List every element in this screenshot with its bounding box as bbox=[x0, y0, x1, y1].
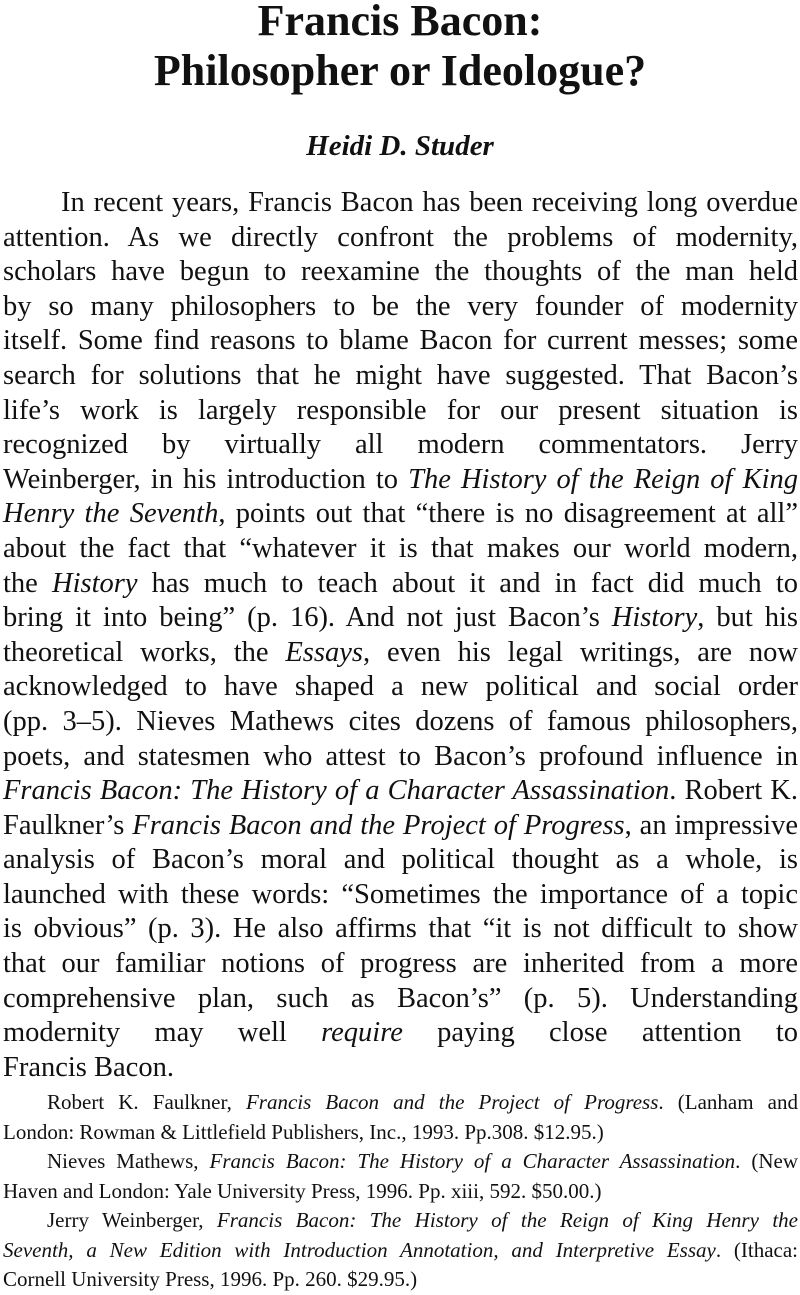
reference-line bbox=[3, 1265, 798, 1295]
text-segment: Robert K. Faulkner, bbox=[47, 1090, 246, 1114]
text-segment: launched with these words: “Sometimes the importance of a topic bbox=[3, 878, 798, 910]
book-references bbox=[3, 1088, 798, 1295]
text-segment: scholars have begun to reexamine the thoughts of the man held bbox=[3, 256, 798, 288]
body-text-line bbox=[3, 186, 798, 221]
body-text-line bbox=[3, 428, 798, 463]
author-name: Heidi D. Studer bbox=[306, 130, 494, 162]
body-text-line bbox=[3, 912, 798, 947]
italic-title-text: Francis Bacon: The History of a Character Assassination bbox=[209, 1149, 736, 1173]
italic-title-text: The History of the Reign of King bbox=[408, 463, 798, 495]
italic-title-text: Seventh, a New Edition with Introduction Annotation, and Interpretive Essay bbox=[3, 1237, 716, 1262]
italic-title-text: Essays bbox=[285, 636, 363, 668]
text-segment: London: Rowman & Littlefield Publishers, Inc., 1993. Pp.308. $12.95.) bbox=[3, 1119, 604, 1144]
text-segment: comprehensive plan, such as Bacon’s” (p. 5). Understanding bbox=[3, 982, 798, 1014]
body-text-line bbox=[3, 774, 798, 809]
text-segment: . Robert K. bbox=[669, 775, 798, 807]
body-text-line bbox=[3, 567, 798, 602]
text-segment: (pp. 3–5). Nieves Mathews cites dozens of famous philosophers, bbox=[3, 705, 798, 737]
body-text-line bbox=[3, 290, 798, 325]
article-body bbox=[3, 186, 798, 1085]
reference-line bbox=[3, 1147, 798, 1177]
reference-line bbox=[3, 1206, 798, 1236]
text-segment: that our familiar notions of progress are inherited from a more bbox=[3, 948, 798, 980]
text-segment: Francis Bacon. bbox=[3, 1051, 174, 1083]
text-segment: . (Lanham and bbox=[658, 1090, 798, 1114]
reference-line bbox=[3, 1118, 798, 1148]
text-segment: is obvious” (p. 3). He also affirms that “it is not difficult to show bbox=[3, 913, 798, 945]
body-text-line bbox=[3, 394, 798, 429]
article-title-line-1: Francis Bacon: bbox=[257, 0, 543, 45]
article-title-line-2: Philosopher or Ideologue? bbox=[153, 46, 647, 95]
text-segment: , an impressive bbox=[624, 809, 798, 841]
body-text-line bbox=[3, 705, 798, 740]
body-text-line bbox=[3, 1051, 798, 1086]
body-text-line bbox=[3, 809, 798, 844]
text-segment: itself. Some find reasons to blame Bacon for current messes; some bbox=[3, 325, 798, 357]
body-text-line bbox=[3, 878, 798, 913]
italic-title-text: Francis Bacon and the Project of Progress bbox=[245, 1090, 659, 1114]
body-text-line bbox=[3, 324, 798, 359]
body-text-line bbox=[3, 359, 798, 394]
text-segment: . (New bbox=[735, 1149, 798, 1173]
italic-title-text: require bbox=[321, 1017, 403, 1049]
italic-title-text: Henry the Seventh bbox=[3, 498, 219, 530]
body-text-line bbox=[3, 947, 798, 982]
text-segment: acknowledged to have shaped a new political and social order bbox=[3, 671, 798, 703]
text-segment: Cornell University Press, 1996. Pp. 260. $29.95.) bbox=[3, 1267, 418, 1291]
italic-title-text: Francis Bacon and the Project of Progress bbox=[132, 809, 625, 841]
italic-title-text: History bbox=[611, 602, 698, 634]
text-segment: , even his legal writings, are now bbox=[362, 636, 799, 668]
body-text-line bbox=[3, 221, 798, 256]
text-segment: the bbox=[3, 567, 52, 599]
text-segment: In recent years, Francis Bacon has been receiving long overdue bbox=[61, 187, 798, 218]
text-segment: Faulkner’s bbox=[3, 809, 133, 841]
reference-line bbox=[3, 1236, 798, 1266]
text-segment: , but his bbox=[697, 602, 798, 634]
text-segment: . (Ithaca: bbox=[715, 1237, 798, 1262]
text-segment: search for solutions that he might have suggested. That Bacon’s bbox=[3, 359, 798, 391]
text-segment: recognized by virtually all modern commentators. Jerry bbox=[3, 429, 798, 461]
body-text-line bbox=[3, 843, 798, 878]
italic-title-text: Francis Bacon: The History of the Reign of King Henry the bbox=[216, 1208, 798, 1232]
text-segment: about the fact that “whatever it is that makes our world modern, bbox=[3, 532, 798, 564]
reference-line bbox=[3, 1177, 798, 1207]
text-segment: Weinberger, in his introduction to bbox=[3, 463, 409, 495]
body-text-line bbox=[3, 255, 798, 290]
text-segment: , points out that “there is no disagreement at all” bbox=[218, 498, 798, 530]
body-text-line bbox=[3, 1016, 798, 1051]
text-segment: life’s work is largely responsible for our present situation is bbox=[3, 394, 798, 426]
body-text-line bbox=[3, 497, 798, 532]
body-text-line bbox=[3, 740, 798, 775]
text-segment: bring it into being” (p. 16). And not just Bacon’s bbox=[3, 602, 612, 634]
text-segment: theoretical works, the bbox=[3, 636, 286, 668]
body-text-line bbox=[3, 670, 798, 705]
italic-title-text: History bbox=[51, 567, 138, 599]
body-text-line bbox=[3, 636, 798, 671]
body-text-line bbox=[3, 601, 798, 636]
text-segment: paying close attention to bbox=[402, 1017, 798, 1049]
reference-line bbox=[3, 1088, 798, 1118]
text-segment: analysis of Bacon’s moral and political thought as a whole, is bbox=[3, 844, 798, 876]
text-segment: Jerry Weinberger, bbox=[47, 1208, 217, 1232]
text-segment: attention. As we directly confront the problems of modernity, bbox=[3, 221, 798, 253]
body-text-line bbox=[3, 982, 798, 1017]
body-text-line bbox=[3, 463, 798, 498]
italic-title-text: Francis Bacon: The History of a Character Assassination bbox=[3, 775, 670, 807]
body-text-line bbox=[3, 532, 798, 567]
text-segment: by so many philosophers to be the very founder of modernity bbox=[3, 290, 798, 322]
text-segment: Haven and London: Yale University Press, 1996. Pp. xiii, 592. $50.00.) bbox=[3, 1178, 602, 1203]
text-segment: poets, and statesmen who attest to Bacon’s profound influence in bbox=[3, 740, 798, 772]
text-segment: modernity may well bbox=[3, 1017, 322, 1049]
text-segment: Nieves Mathews, bbox=[47, 1149, 210, 1173]
text-segment: has much to teach about it and in fact did much to bbox=[137, 567, 798, 599]
